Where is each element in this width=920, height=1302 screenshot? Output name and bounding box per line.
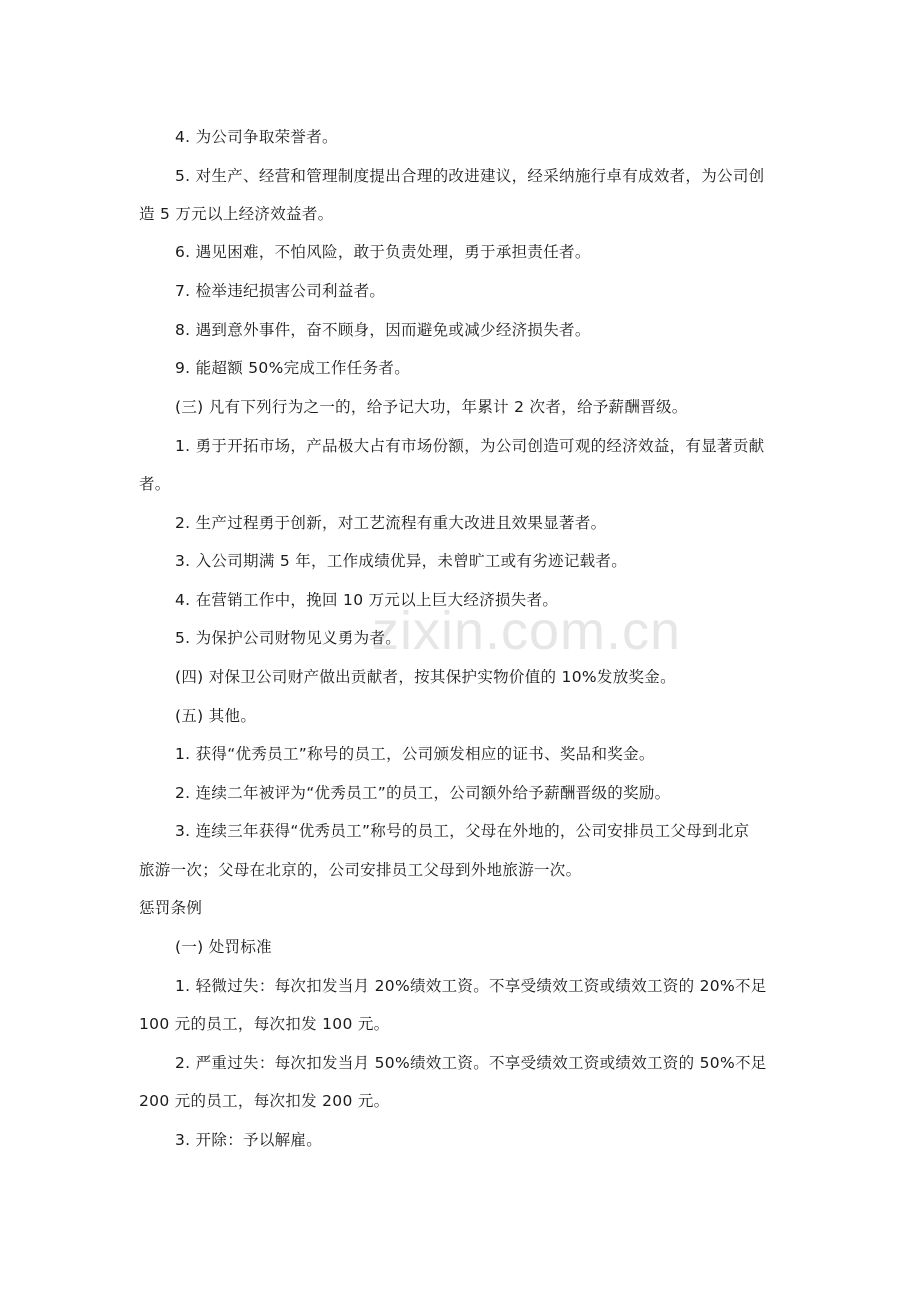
award-item-4: 4. 为公司争取荣誉者。 — [175, 128, 338, 146]
award-item-8: 8. 遇到意外事件，奋不顾身，因而避免或减少经济损失者。 — [175, 321, 591, 339]
other-item-3: 3. 连续三年获得“优秀员工”称号的员工，父母在外地的，公司安排员工父母到北京 — [175, 822, 750, 840]
other-item-1: 1. 获得“优秀员工”称号的员工，公司颁发相应的证书、奖品和奖金。 — [175, 745, 655, 763]
other-item-2: 2. 连续二年被评为“优秀员工”的员工，公司额外给予薪酬晋级的奖励。 — [175, 784, 671, 802]
major-merit-item-3: 3. 入公司期满 5 年，工作成绩优异，未曾旷工或有劣迹记载者。 — [175, 552, 628, 570]
award-item-9: 9. 能超额 50%完成工作任务者。 — [175, 359, 410, 377]
section-other: (五) 其他。 — [175, 707, 257, 725]
major-merit-item-5: 5. 为保护公司财物见义勇为者。 — [175, 629, 402, 647]
major-merit-item-2: 2. 生产过程勇于创新，对工艺流程有重大改进且效果显著者。 — [175, 514, 607, 532]
other-item-3-cont: 旅游一次；父母在北京的，公司安排员工父母到外地旅游一次。 — [139, 861, 582, 879]
major-merit-item-1-cont: 者。 — [139, 475, 171, 493]
award-item-6: 6. 遇见困难，不怕风险，敢于负责处理，勇于承担责任者。 — [175, 243, 591, 261]
major-merit-item-4: 4. 在营销工作中，挽回 10 万元以上巨大经济损失者。 — [175, 591, 559, 609]
award-item-5: 5. 对生产、经营和管理制度提出合理的改进建议，经采纳施行卓有成效者，为公司创 — [175, 167, 765, 185]
section-penalty-standard: (一) 处罚标准 — [175, 938, 272, 956]
penalty-item-2-cont: 200 元的员工，每次扣发 200 元。 — [139, 1092, 390, 1110]
penalty-item-3: 3. 开除：予以解雇。 — [175, 1131, 323, 1149]
award-item-5-cont: 造 5 万元以上经济效益者。 — [139, 205, 334, 223]
award-item-7: 7. 检举违纪损害公司利益者。 — [175, 282, 386, 300]
penalty-heading: 惩罚条例 — [139, 899, 203, 917]
watermark: zixin.com.cn — [372, 601, 682, 661]
section-major-merit: (三) 凡有下列行为之一的，给予记大功，年累计 2 次者，给予薪酬晋级。 — [175, 398, 688, 416]
penalty-item-1-cont: 100 元的员工，每次扣发 100 元。 — [139, 1015, 390, 1033]
penalty-item-2: 2. 严重过失：每次扣发当月 50%绩效工资。不享受绩效工资或绩效工资的 50%不足 — [175, 1054, 767, 1072]
penalty-item-1: 1. 轻微过失：每次扣发当月 20%绩效工资。不享受绩效工资或绩效工资的 20%不足 — [175, 977, 767, 995]
section-property-protection: (四) 对保卫公司财产做出贡献者，按其保护实物价值的 10%发放奖金。 — [175, 668, 676, 686]
major-merit-item-1: 1. 勇于开拓市场，产品极大占有市场份额，为公司创造可观的经济效益，有显著贡献 — [175, 437, 765, 455]
